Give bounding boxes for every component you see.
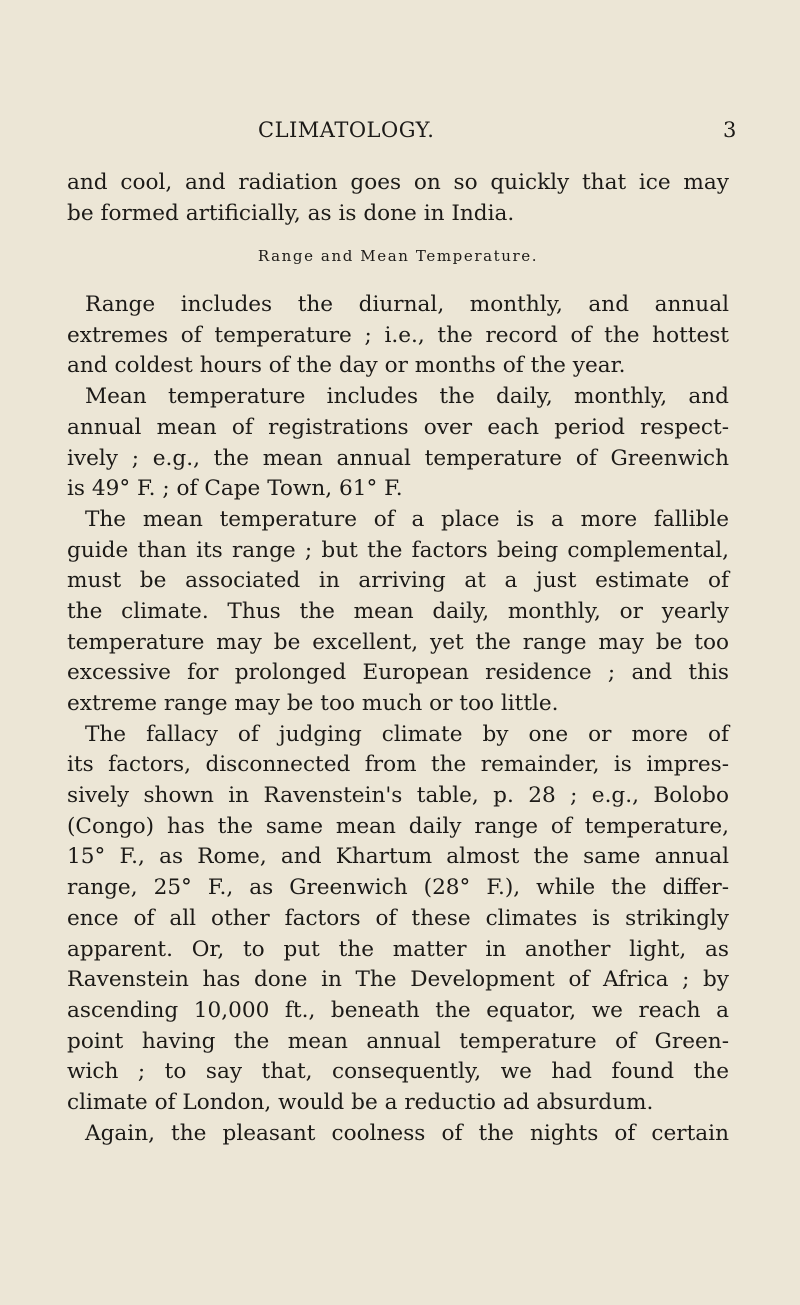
text-line: is 49° F. ; of Cape Town, 61° F.: [67, 476, 403, 502]
body-text: [67, 168, 729, 1149]
text-line: wich ; to say that, consequently, we had found the: [67, 1059, 729, 1085]
text-line: Again, the pleasant coolness of the nights of certain: [85, 1120, 729, 1146]
section-heading: Range and Mean Temperature.: [257, 247, 539, 266]
text-line: 15° F., as Rome, and Khartum almost the same annual: [67, 844, 729, 870]
text-line: temperature may be excellent, yet the range may be too: [67, 629, 729, 655]
text-line: must be associated in arriving at a just estimate of: [67, 568, 729, 594]
text-line: excessive for prolonged European residence ; and this: [67, 660, 729, 686]
text-line: and coldest hours of the day or months of the year.: [67, 353, 626, 379]
text-line: apparent. Or, to put the matter in another light, as: [67, 936, 729, 962]
text-line: guide than its range ; but the factors being complemental,: [67, 537, 729, 563]
text-line: climate of London, would be a reductio ad absurdum.: [67, 1089, 654, 1115]
text-line: ence of all other factors of these climates is strikingly: [67, 905, 729, 931]
text-line: annual mean of registrations over each period respect-: [67, 414, 729, 440]
text-line: its factors, disconnected from the remainder, is impres-: [67, 752, 729, 778]
text-line: (Congo) has the same mean daily range of temperature,: [67, 813, 729, 839]
text-line: Range includes the diurnal, monthly, and annual: [85, 292, 729, 318]
text-line: ascending 10,000 ft., beneath the equator, we reach a: [67, 997, 729, 1023]
text-line: the climate. Thus the mean daily, monthly, or yearly: [67, 598, 729, 624]
running-title: CLIMATOLOGY.: [258, 118, 435, 142]
text-line: extreme range may be too much or too little.: [67, 691, 559, 716]
text-line: The mean temperature of a place is a more fallible: [85, 506, 729, 532]
text-line: be formed artificially, as is done in India.: [67, 200, 515, 226]
text-line: and cool, and radiation goes on so quickly that ice may: [67, 170, 729, 195]
text-line: range, 25° F., as Greenwich (28° F.), while the differ-: [67, 875, 729, 901]
text-line: extremes of temperature ; i.e., the record of the hottest: [67, 322, 729, 348]
text-line: The fallacy of judging climate by one or more of: [85, 721, 729, 747]
text-line: Ravenstein has done in The Development of Africa ; by: [67, 967, 729, 993]
text-line: sively shown in Ravenstein's table, p. 28 ; e.g., Bolobo: [67, 783, 729, 809]
text-line: point having the mean annual temperature of Green-: [67, 1028, 729, 1054]
text-line: ively ; e.g., the mean annual temperature of Greenwich: [67, 445, 729, 471]
text-line: Mean temperature includes the daily, monthly, and: [85, 384, 729, 410]
running-head: [0, 118, 800, 148]
page-number: 3: [723, 118, 737, 142]
